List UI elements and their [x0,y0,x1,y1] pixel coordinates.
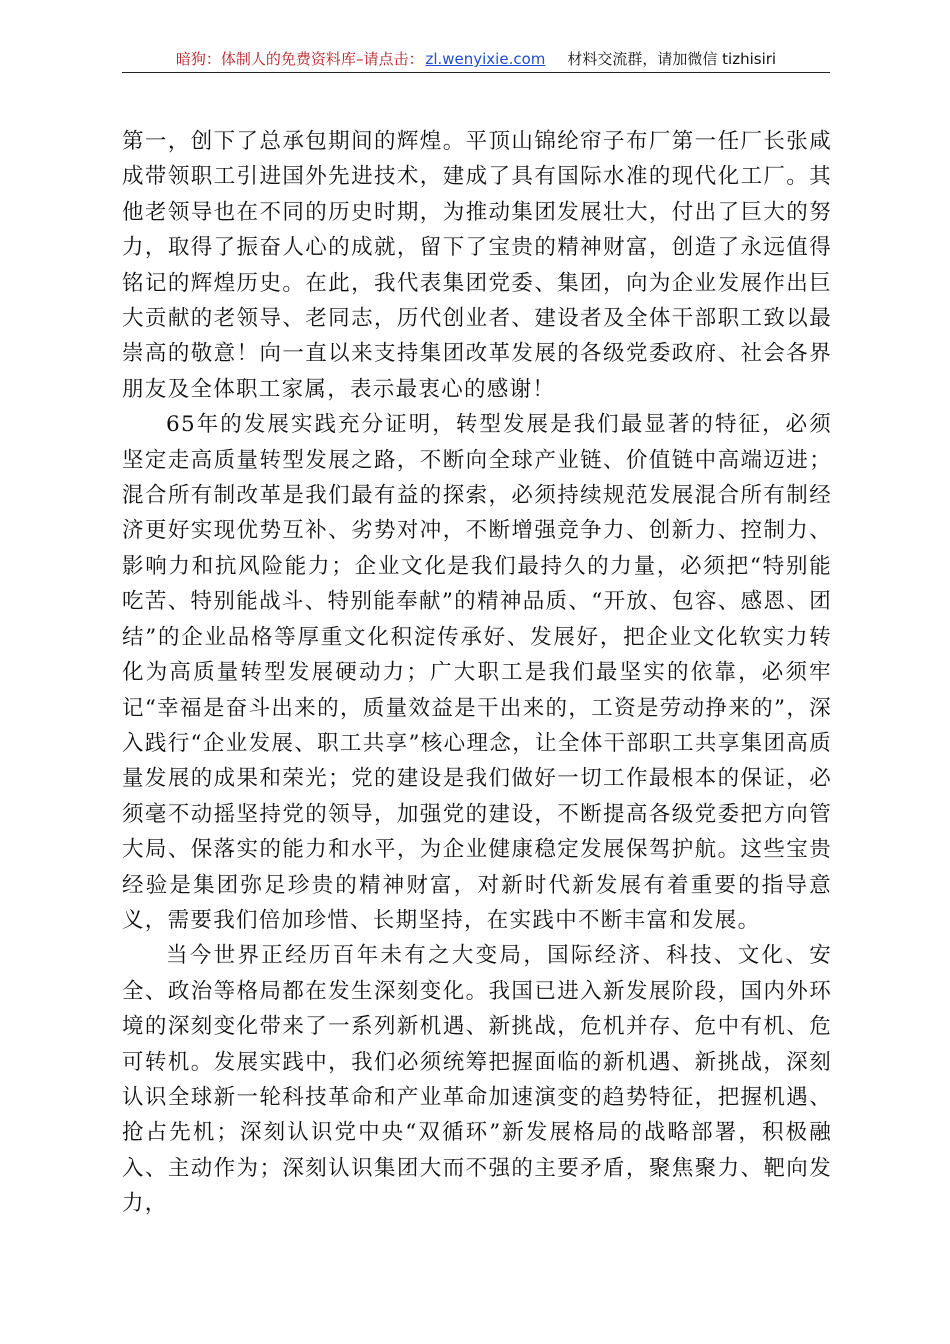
header-contact: 材料交流群，请加微信 tizhisiri [567,50,777,68]
header-prompt: –请点击： [355,50,424,68]
paragraph-3: 当今世界正经历百年未有之大变局，国际经济、科技、文化、安全、政治等格局都在发生深刻变化。我国已进入新发展阶段，国内外环境的深刻变化带来了一系列新机遇、新挑战，危机并存、危中有机、危可转机。发展实践中，我们必须统筹把握面临的新机遇、新挑战，深刻认识全球新一轮科技革命和产业革命加速演变的趋势特征，把握机遇、抢占先机；深刻认识党中央“双循环”新发展格局的战略部署，积极融入、主动作为；深刻认识集团大而不强的主要矛盾，聚焦聚力、靶向发力， [122,943,832,1217]
page-header [122,48,830,72]
header-divider [122,72,830,73]
paragraph-2: 65年的发展实践充分证明，转型发展是我们最显著的特征，必须坚定走高质量转型发展之路，不断向全球产业链、价值链中高端迈进；混合所有制改革是我们最有益的探索，必须持续规范发展混合所有制经济更好实现优势互补、劣势对冲，不断增强竞争力、创新力、控制力、影响力和抗风险能力；企业文化是我们最持久的力量，必须把“特别能吃苦、特别能战斗、特别能奉献”的精神品质、“开放、包容、感恩、团结”的企业品格等厚重文化积淀传承好、发展好，把企业文化软实力转化为高质量转型发展硬动力；广大职工是我们最坚实的依靠，必须牢记“幸福是奋斗出来的，质量效益是干出来的，工资是劳动挣来的”，深入践行“企业发展、职工共享”核心理念，让全体干部职工共享集团高质量发展的成果和荣光；党的建设是我们做好一切工作最根本的保证，必须毫不动摇坚持党的领导，加强党的建设，不断提高各级党委把方向管大局、保落实的能力和水平，为企业健康稳定发展保驾护航。这些宝贵经验是集团弥足珍贵的精神财富，对新时代新发展有着重要的指导意义，需要我们倍加珍惜、长期坚持，在实践中不断丰富和发展。 [122,412,832,933]
header-link[interactable]: zl.wenyixie.com [425,50,546,68]
document-body [122,124,832,1222]
paragraph-1: 第一，创下了总承包期间的辉煌。平顶山锦纶帘子布厂第一任厂长张咸成带领职工引进国外先进技术，建成了具有国际水准的现代化工厂。其他老领导也在不同的历史时期，为推动集团发展壮大，付出了巨大的努力，取得了振奋人心的成就，留下了宝贵的精神财富，创造了永远值得铭记的辉煌历史。在此，我代表集团党委、集团，向为企业发展作出巨大贡献的老领导、老同志，历代创业者、建设者及全体干部职工致以最崇高的敬意！向一直以来支持集团改革发展的各级党委政府、社会各界朋友及全体职工家属，表示最衷心的感谢！ [122,129,832,402]
header-brand: 暗狗：体制人的免费资料库 [175,50,356,68]
